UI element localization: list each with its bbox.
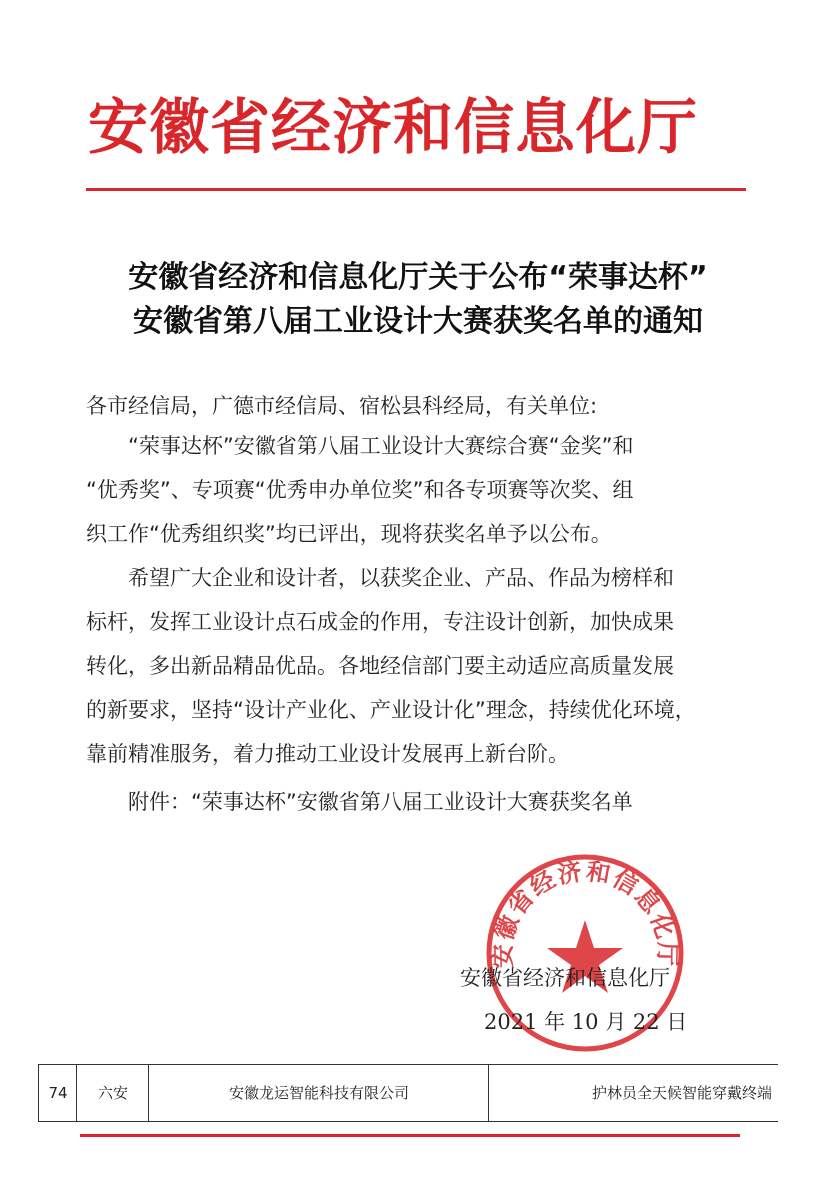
paragraph-2-line-2: 标杆，发挥工业设计点石成金的作用，专注设计创新，加快成果: [86, 610, 674, 634]
annex-row-company: 安徽龙运智能科技有限公司: [148, 1065, 489, 1121]
paragraph-2-line-4: 的新要求，坚持“设计产业化、产业设计化”理念，持续优化环境，: [86, 698, 696, 722]
signature-organization: 安徽省经济和信息化厅: [460, 966, 670, 990]
paragraph-2-line-5: 靠前精准服务，着力推动工业设计发展再上新台阶。: [86, 742, 569, 766]
salutation: 各市经信局，广德市经信局、宿松县科经局，有关单位:: [86, 394, 598, 418]
paragraph-2-line-3: 转化，多出新品精品优品。各地经信部门要主动适应高质量发展: [86, 654, 674, 678]
paragraph-1-line-2: “优秀奖”、专项赛“优秀申办单位奖”和各专项赛等次奖、组: [86, 478, 634, 502]
annex-row-product: 护林员全天候智能穿戴终端: [488, 1065, 778, 1121]
annex-row-number: 74: [38, 1065, 77, 1121]
footer-red-rule: [80, 1134, 740, 1137]
attachment-line: 附件：“荣事达杯”安徽省第八届工业设计大赛获奖名单: [86, 790, 633, 814]
annex-table-row: [38, 1064, 778, 1122]
seal-text: 安徽省经济和信息化厅: [488, 857, 682, 969]
signature-date: 2021 年 10 月 22 日: [484, 1010, 688, 1034]
paragraph-1-line-1: “荣事达杯”安徽省第八届工业设计大赛综合赛“金奖”和: [86, 434, 634, 458]
notice-title-line-2: 安徽省第八届工业设计大赛获奖名单的通知: [133, 304, 703, 339]
paragraph-2-line-1: 希望广大企业和设计者，以获奖企业、产品、作品为榜样和: [86, 566, 674, 590]
paragraph-1-line-3: 织工作“优秀组织奖”均已评出，现将获奖名单予以公布。: [86, 522, 612, 546]
notice-title-line-1: 安徽省经济和信息化厅关于公布“荣事达杯”: [128, 260, 708, 295]
masthead-red-rule: [86, 188, 746, 191]
masthead-title: 安徽省经济和信息化厅: [88, 93, 698, 163]
annex-row-city: 六安: [76, 1065, 149, 1121]
